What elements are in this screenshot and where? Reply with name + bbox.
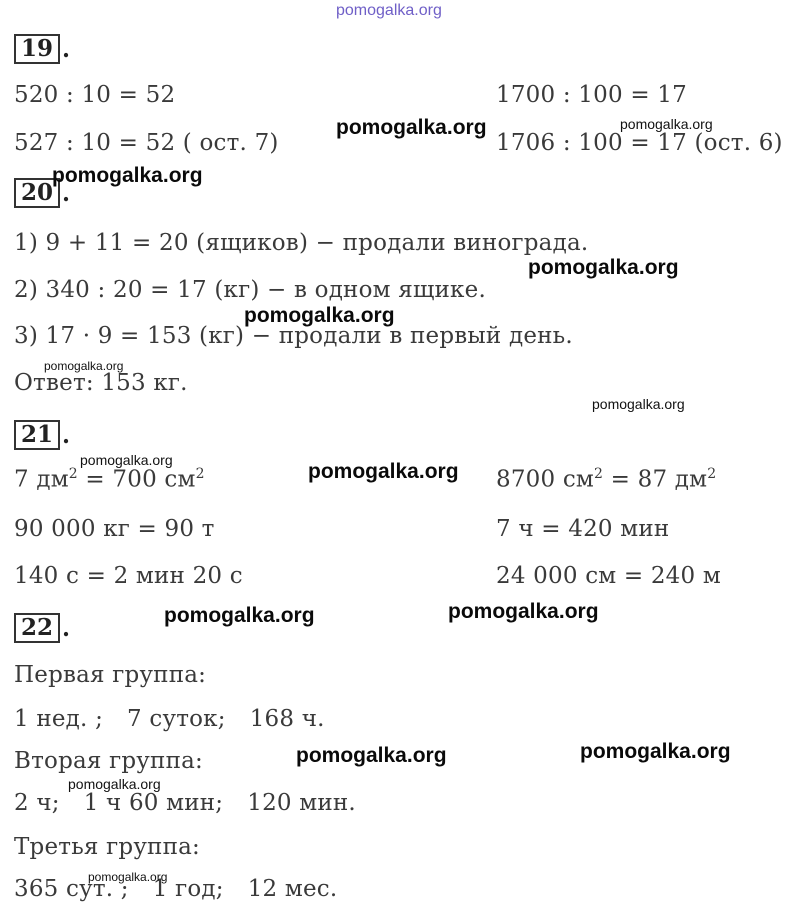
- task-21-right-line-3: 24 000 см = 240 м: [496, 563, 721, 589]
- watermark-top: pomogalka.org: [336, 2, 442, 19]
- task-19-label: 19: [14, 34, 60, 64]
- task-21-label: 21: [14, 420, 60, 450]
- task-21-right-line-1: [496, 466, 716, 493]
- watermark: pomogalka.org: [80, 452, 173, 468]
- task-19-right-line-1: 1700 : 100 = 17: [496, 82, 687, 108]
- group-3-title: Третья группа:: [14, 834, 200, 860]
- watermark: pomogalka.org: [308, 460, 459, 483]
- watermark: pomogalka.org: [580, 740, 731, 763]
- group-1-items: [14, 706, 349, 732]
- task-19-left-line-2: 527 : 10 = 52 ( ост. 7): [14, 130, 279, 156]
- group-1-item-2: 7 суток;: [127, 706, 226, 732]
- group-3-items: [14, 876, 361, 902]
- watermark: pomogalka.org: [448, 600, 599, 623]
- task-20-number: 20 .: [14, 178, 70, 208]
- task-21-right-1-a: 8700 см: [496, 466, 595, 493]
- watermark: pomogalka.org: [244, 304, 395, 327]
- watermark: pomogalka.org: [336, 116, 487, 139]
- task-19-left-line-1: 520 : 10 = 52: [14, 82, 176, 108]
- group-2-items: [14, 790, 380, 816]
- task-21-left-1-b: = 700 см: [77, 466, 196, 493]
- task-19-number: 19 .: [14, 34, 70, 64]
- group-1-title: Первая группа:: [14, 662, 207, 688]
- task-21-left-1-sup1: 2: [68, 466, 78, 482]
- task-21-number: 21 .: [14, 420, 70, 450]
- task-21-left-1-sup2: 2: [195, 466, 205, 482]
- task-20-step-1: 1) 9 + 11 = 20 (ящиков) − продали винограда.: [14, 230, 589, 256]
- task-21-left-line-3: 140 с = 2 мин 20 с: [14, 563, 243, 589]
- group-1-item-1: 1 нед. ;: [14, 706, 104, 732]
- task-21-right-line-2: 7 ч = 420 мин: [496, 516, 670, 542]
- task-21-left-line-2: 90 000 кг = 90 т: [14, 516, 215, 542]
- watermark: pomogalka.org: [68, 776, 161, 792]
- group-2-item-2: 1 ч 60 мин;: [83, 790, 224, 816]
- task-22-number: 22 .: [14, 613, 70, 643]
- group-3-item-1: 365 сут. ;: [14, 876, 129, 902]
- task-21-right-1-sup1: 2: [594, 466, 604, 482]
- watermark: pomogalka.org: [592, 396, 685, 412]
- task-21-right-1-b: = 87 дм: [603, 466, 708, 493]
- group-2-title: Вторая группа:: [14, 748, 203, 774]
- watermark: pomogalka.org: [88, 870, 168, 884]
- task-21-left-1-a: 7 дм: [14, 466, 69, 493]
- watermark: pomogalka.org: [296, 744, 447, 767]
- watermark: pomogalka.org: [620, 116, 713, 132]
- watermark: pomogalka.org: [52, 164, 203, 187]
- task-21-right-1-sup2: 2: [707, 466, 717, 482]
- group-3-item-3: 12 мес.: [247, 876, 338, 902]
- task-21-left-line-1: [14, 466, 205, 493]
- group-2-item-1: 2 ч;: [14, 790, 60, 816]
- watermark: pomogalka.org: [164, 604, 315, 627]
- task-20-label: 20: [14, 178, 60, 208]
- task-22-label: 22: [14, 613, 60, 643]
- task-20-step-3: 3) 17 · 9 = 153 (кг) − продали в первый день.: [14, 323, 573, 349]
- task-19-right-line-2: 1706 : 100 = 17 (ост. 6): [496, 130, 783, 156]
- watermark: pomogalka.org: [44, 359, 124, 373]
- watermark: pomogalka.org: [528, 256, 679, 279]
- task-20-answer: Ответ: 153 кг.: [14, 370, 188, 396]
- group-1-item-3: 168 ч.: [249, 706, 325, 732]
- group-3-item-2: 1 год;: [152, 876, 224, 902]
- task-20-step-2: 2) 340 : 20 = 17 (кг) − в одном ящике.: [14, 277, 486, 303]
- group-2-item-3: 120 мин.: [247, 790, 356, 816]
